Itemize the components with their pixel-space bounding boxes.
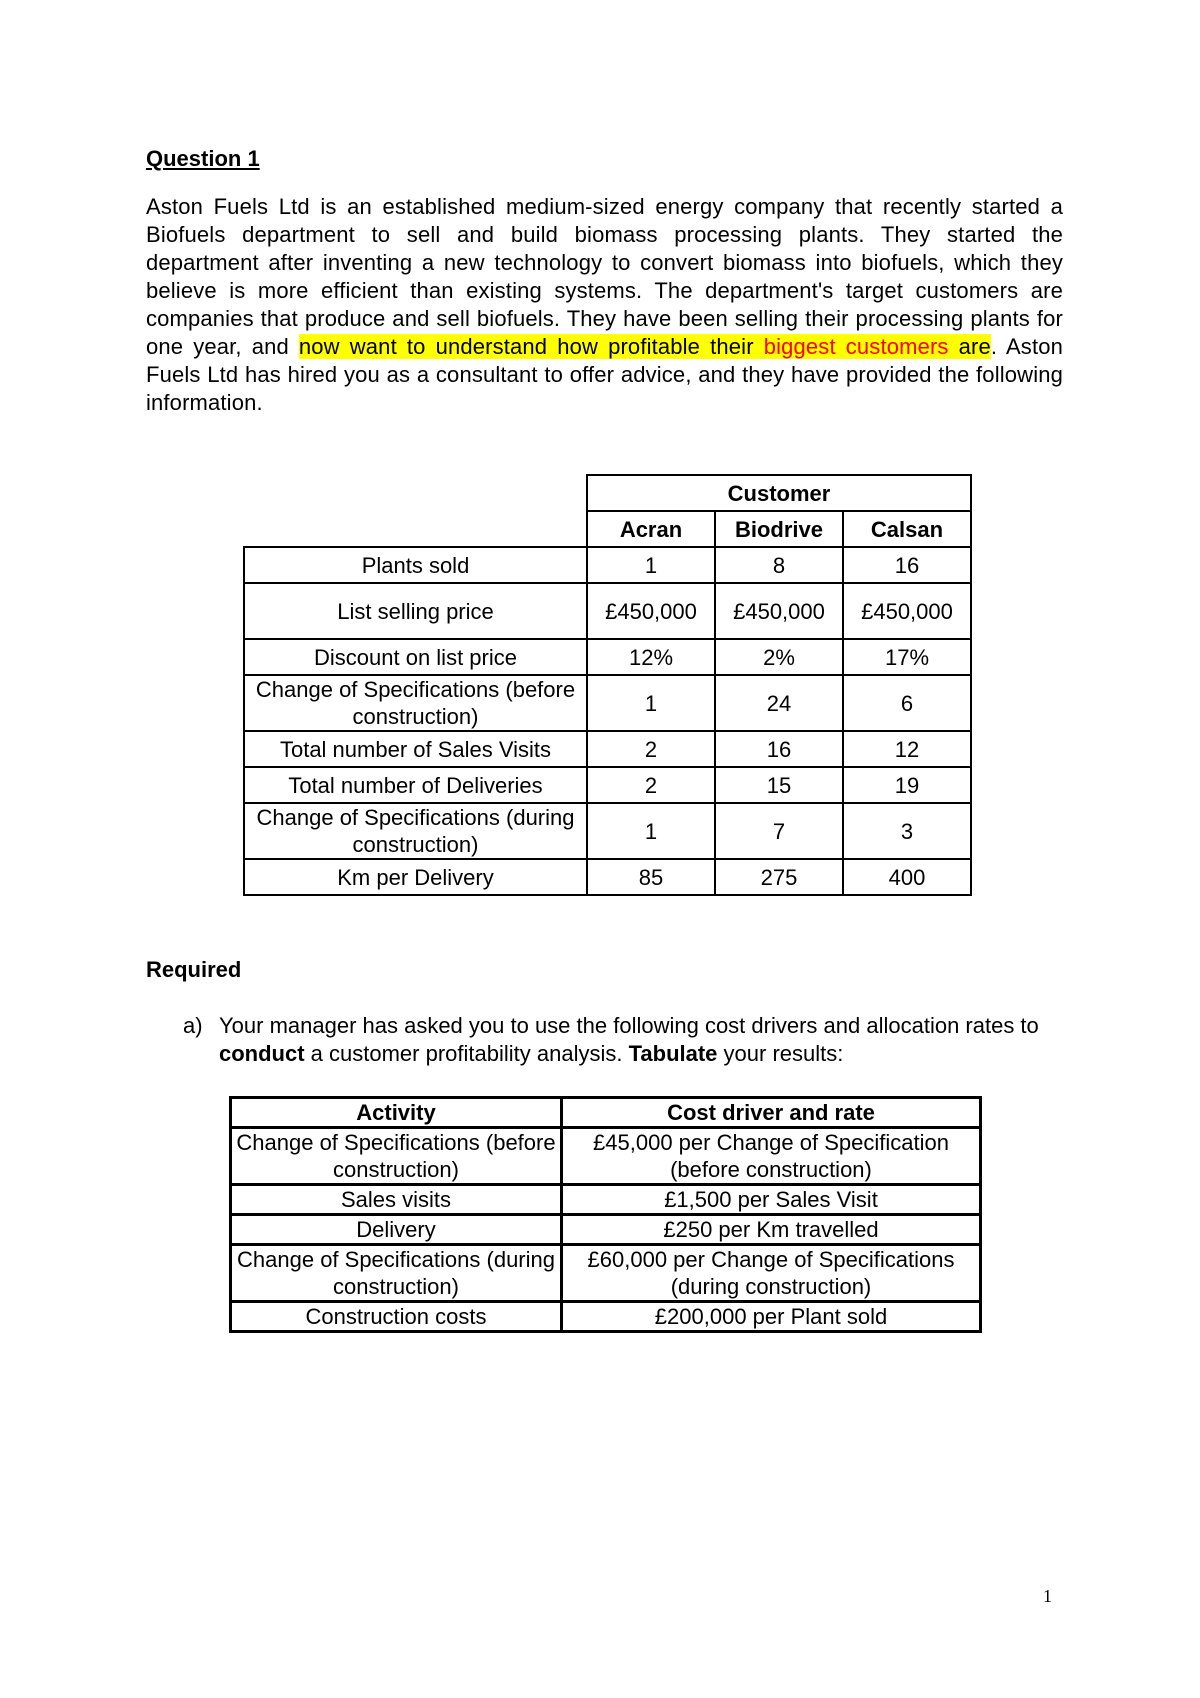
part-a-text-1: Your manager has asked you to use the following cost drivers and allocation rates to xyxy=(219,1013,1039,1038)
rate-cell: £1,500 per Sales Visit xyxy=(562,1185,981,1215)
table-cell: 2% xyxy=(715,639,843,675)
empty-corner-cell xyxy=(244,475,587,511)
row-label: Change of Specifications (during construction) xyxy=(244,803,587,859)
table-row xyxy=(244,547,971,583)
column-header-biodrive: Biodrive xyxy=(715,511,843,547)
table-cell: 24 xyxy=(715,675,843,731)
row-label: Km per Delivery xyxy=(244,859,587,895)
customer-table xyxy=(243,474,972,896)
part-a-bold-2: Tabulate xyxy=(628,1041,718,1066)
table-row xyxy=(231,1215,981,1245)
page-number: 1 xyxy=(1043,1586,1052,1606)
table-cell: £450,000 xyxy=(715,583,843,639)
column-header-activity: Activity xyxy=(231,1098,562,1128)
row-label: List selling price xyxy=(244,583,587,639)
question-title: Question 1 xyxy=(146,146,260,171)
table-cell: 16 xyxy=(715,731,843,767)
part-a-question xyxy=(183,1012,1063,1068)
table-cell: 15 xyxy=(715,767,843,803)
part-a-bold-1: conduct xyxy=(219,1041,305,1066)
part-a-text-3: your results: xyxy=(717,1041,844,1066)
table-row xyxy=(231,1128,981,1185)
table-row xyxy=(231,1245,981,1302)
customer-group-header: Customer xyxy=(587,475,971,511)
row-label: Total number of Sales Visits xyxy=(244,731,587,767)
column-header-calsan: Calsan xyxy=(843,511,971,547)
table-row xyxy=(231,1185,981,1215)
table-cell: 1 xyxy=(587,547,715,583)
table-cell: 3 xyxy=(843,803,971,859)
row-label: Total number of Deliveries xyxy=(244,767,587,803)
table-cell: 12% xyxy=(587,639,715,675)
table-row xyxy=(244,767,971,803)
part-a-letter: a) xyxy=(183,1013,203,1038)
row-label: Discount on list price xyxy=(244,639,587,675)
table-row xyxy=(244,675,971,731)
intro-highlight xyxy=(299,334,991,359)
activity-cell: Change of Specifications (before construction) xyxy=(231,1128,562,1185)
intro-paragraph xyxy=(146,193,1063,417)
table-cell: 1 xyxy=(587,675,715,731)
activity-cell: Change of Specifications (during construction) xyxy=(231,1245,562,1302)
rate-cell: £45,000 per Change of Specification (before construction) xyxy=(562,1128,981,1185)
table-cell: 17% xyxy=(843,639,971,675)
intro-text-end: . Aston Fuels Ltd has hired you as a consultant to offer advice, and they have provided the following information. xyxy=(146,334,1063,415)
table-cell: 2 xyxy=(587,731,715,767)
table-row xyxy=(244,803,971,859)
intro-text: Aston Fuels Ltd is an established medium-sized energy company that recently started a Biofuels department to sell and build biomass processing plants. They started the department after inventing a new technology to convert biomass into biofuels, which they believe is more efficient than existing systems. The department's target customers are companies that produce and sell biofuels. They have been selling their processing plants for one year, and xyxy=(146,194,1063,359)
row-label: Plants sold xyxy=(244,547,587,583)
rate-cell: £200,000 per Plant sold xyxy=(562,1302,981,1332)
intro-highlight-text-1: now want to understand how profitable their xyxy=(298,334,764,359)
table-cell: 400 xyxy=(843,859,971,895)
part-a-text-2: a customer profitability analysis. xyxy=(304,1041,629,1066)
required-heading: Required xyxy=(146,957,242,982)
table-row xyxy=(244,583,971,639)
part-a-text xyxy=(219,1012,1063,1068)
row-label: Change of Specifications (before construction) xyxy=(244,675,587,731)
table-row xyxy=(244,859,971,895)
activity-table xyxy=(229,1096,982,1333)
table-row xyxy=(244,731,971,767)
intro-highlight-red-text: biggest customers xyxy=(763,334,949,359)
activity-cell: Construction costs xyxy=(231,1302,562,1332)
table-cell: 8 xyxy=(715,547,843,583)
rate-cell: £250 per Km travelled xyxy=(562,1215,981,1245)
empty-corner-cell xyxy=(244,511,587,547)
table-row xyxy=(231,1302,981,1332)
activity-cell: Sales visits xyxy=(231,1185,562,1215)
table-cell: 16 xyxy=(843,547,971,583)
table-header-row xyxy=(231,1098,981,1128)
column-header-cost-driver: Cost driver and rate xyxy=(562,1098,981,1128)
table-cell: £450,000 xyxy=(587,583,715,639)
intro-highlight-text-2: are xyxy=(948,334,991,359)
table-cell: £450,000 xyxy=(843,583,971,639)
table-cell: 1 xyxy=(587,803,715,859)
table-cell: 12 xyxy=(843,731,971,767)
table-cell: 6 xyxy=(843,675,971,731)
table-cell: 19 xyxy=(843,767,971,803)
column-header-acran: Acran xyxy=(587,511,715,547)
table-cell: 7 xyxy=(715,803,843,859)
rate-cell: £60,000 per Change of Specifications (during construction) xyxy=(562,1245,981,1302)
activity-cell: Delivery xyxy=(231,1215,562,1245)
table-cell: 85 xyxy=(587,859,715,895)
table-cell: 2 xyxy=(587,767,715,803)
table-row xyxy=(244,639,971,675)
table-cell: 275 xyxy=(715,859,843,895)
